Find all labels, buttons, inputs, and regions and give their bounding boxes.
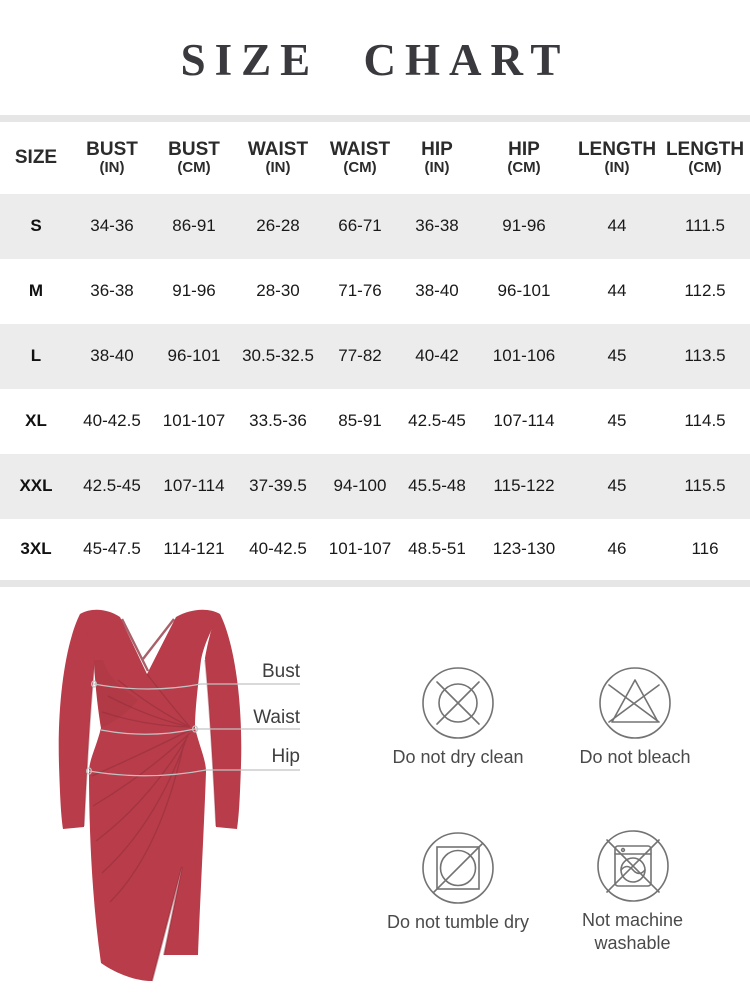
column-header-unit: (CM) (343, 158, 377, 176)
value-cell: 111.5 (684, 216, 726, 235)
page-title: SIZE CHART (180, 35, 570, 85)
table-header (0, 119, 750, 194)
care-label: Not machine washable (581, 910, 684, 953)
column-header-label: HIP (508, 138, 540, 160)
column-header-hip-cm (474, 119, 574, 194)
value-cell: 44 (607, 216, 627, 235)
hip-label: Hip (271, 746, 300, 767)
size-label-cell: 3XL (20, 539, 52, 559)
column-header-length-in (574, 119, 660, 194)
size-label-cell: L (30, 346, 42, 365)
column-header-label: WAIST (329, 138, 391, 160)
do-not-bleach-icon (595, 663, 675, 743)
size-label-cell: XL (25, 411, 47, 430)
value-cell: 26-28 (256, 216, 300, 235)
value-cell: 96-101 (167, 346, 221, 365)
value-cell: 107-114 (163, 476, 225, 495)
do-not-tumble-dry-icon (418, 828, 498, 908)
column-header-label: LENGTH (577, 138, 657, 160)
value-cell: 114-121 (163, 539, 225, 559)
size-row-s (0, 194, 750, 259)
column-header-bust-in (72, 119, 152, 194)
value-cell: 40-42 (415, 346, 459, 365)
care-label: Do not tumble dry (386, 912, 530, 932)
value-cell: 115.5 (684, 476, 726, 495)
care-label: Do not dry clean (392, 747, 524, 767)
value-cell: 45 (607, 411, 627, 430)
column-header-hip-in (400, 119, 474, 194)
value-cell: 91-96 (172, 281, 216, 300)
value-cell: 115-122 (493, 476, 555, 495)
do-not-dry-clean-icon (418, 663, 498, 743)
value-cell: 36-38 (415, 216, 459, 235)
value-cell: 45 (607, 476, 627, 495)
value-cell: 30.5-32.5 (242, 346, 314, 365)
value-cell: 91-96 (502, 216, 546, 235)
size-label-cell: XXL (19, 476, 53, 495)
column-header-unit: (CM) (177, 158, 211, 176)
size-label-cell: M (28, 281, 44, 300)
care-item-not-machine-washable (545, 826, 720, 954)
column-header-unit: (IN) (604, 158, 630, 176)
value-cell: 34-36 (90, 216, 134, 235)
value-cell: 77-82 (338, 346, 382, 365)
value-cell: 42.5-45 (83, 476, 141, 495)
value-cell: 45.5-48 (408, 476, 466, 495)
value-cell: 96-101 (497, 281, 551, 300)
dress-body (80, 610, 220, 981)
column-header-label: BUST (168, 138, 220, 160)
column-header-unit: (IN) (99, 158, 125, 176)
size-row-xxl (0, 454, 750, 519)
value-cell: 45-47.5 (83, 539, 141, 559)
bust-label: Bust (261, 661, 300, 682)
column-header-waist-cm (320, 119, 400, 194)
value-cell: 112.5 (684, 281, 726, 300)
column-header-label: BUST (86, 138, 138, 160)
value-cell: 40-42.5 (83, 411, 141, 430)
value-cell: 101-106 (492, 346, 556, 365)
value-cell: 107-114 (493, 411, 555, 430)
size-row-xl (0, 389, 750, 454)
value-cell: 42.5-45 (408, 411, 466, 430)
table-body (0, 194, 750, 584)
column-header-waist-in (236, 119, 320, 194)
size-row-3xl (0, 519, 750, 584)
care-label: Do not bleach (579, 747, 691, 767)
value-cell: 101-107 (162, 411, 226, 430)
column-header-unit: (IN) (424, 158, 450, 176)
value-cell: 113.5 (684, 346, 726, 365)
column-header-length-cm (660, 119, 750, 194)
column-header-label: LENGTH (665, 138, 745, 160)
size-label-cell: S (30, 216, 42, 235)
value-cell: 37-39.5 (249, 476, 307, 495)
dress-illustration (40, 600, 310, 1000)
column-header-label: WAIST (247, 138, 309, 160)
column-header-unit: (IN) (265, 158, 291, 176)
column-header-size (0, 119, 72, 194)
care-item-do-not-tumble-dry (368, 828, 548, 934)
value-cell: 116 (691, 539, 719, 559)
value-cell: 38-40 (415, 281, 459, 300)
value-cell: 114.5 (684, 411, 726, 430)
care-item-do-not-bleach (540, 663, 730, 769)
value-cell: 101-107 (328, 539, 392, 559)
column-header-label: HIP (421, 138, 453, 160)
column-header-unit: (CM) (688, 158, 722, 176)
value-cell: 94-100 (333, 476, 387, 495)
value-cell: 44 (607, 281, 627, 300)
header-row (0, 119, 750, 194)
column-header-bust-cm (152, 119, 236, 194)
value-cell: 45 (607, 346, 627, 365)
value-cell: 48.5-51 (408, 539, 466, 559)
value-cell: 85-91 (338, 411, 382, 430)
size-chart-table (0, 115, 750, 587)
size-row-l (0, 324, 750, 389)
waist-label: Waist (253, 707, 300, 728)
value-cell: 86-91 (172, 216, 216, 235)
value-cell: 36-38 (90, 281, 134, 300)
value-cell: 71-76 (338, 281, 382, 300)
size-row-m (0, 259, 750, 324)
column-header-label: SIZE (14, 147, 58, 169)
value-cell: 123-130 (492, 539, 556, 559)
column-header-unit: (CM) (507, 158, 541, 176)
value-cell: 40-42.5 (249, 539, 307, 559)
value-cell: 66-71 (338, 216, 382, 235)
value-cell: 33.5-36 (249, 411, 307, 430)
value-cell: 38-40 (90, 346, 134, 365)
value-cell: 28-30 (256, 281, 300, 300)
care-item-do-not-dry-clean (368, 663, 548, 769)
value-cell: 46 (607, 539, 627, 559)
not-machine-washable-icon (593, 826, 673, 906)
